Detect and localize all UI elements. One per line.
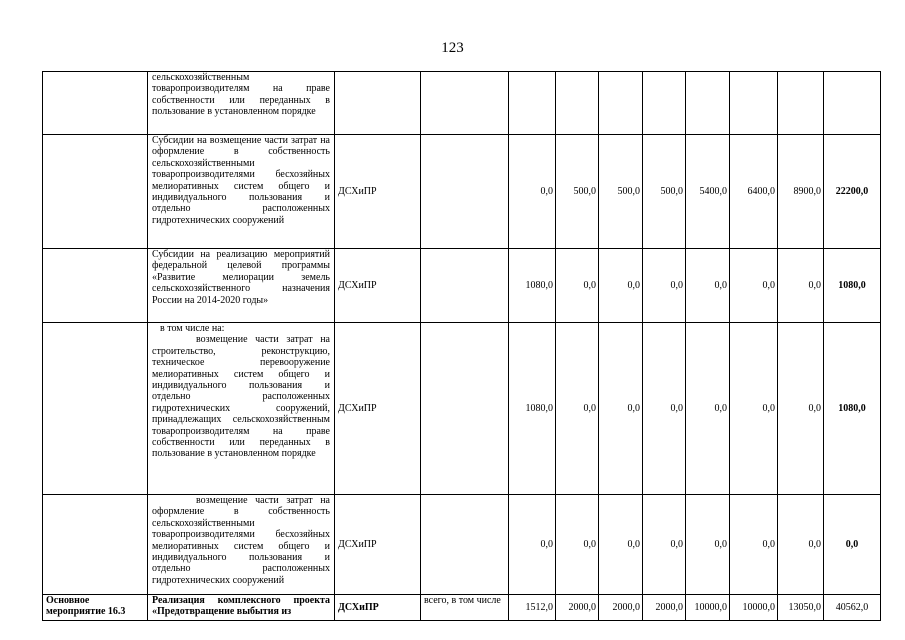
table-row	[43, 595, 881, 621]
value-cell: 6400,0	[730, 135, 778, 249]
label-cell	[43, 323, 148, 495]
total-cell: 40562,0	[824, 595, 881, 621]
label-cell	[43, 249, 148, 323]
description-text: возмещение части затрат на оформление в собственность сельскохозяйственными товаропроизводителями бесхозяйных мелиоративных систем общего и индивидуального пользования и отдельно расположенных гидротехнических сооружений	[152, 495, 330, 586]
value-cell: 2000,0	[599, 595, 643, 621]
value-cell: 0,0	[686, 249, 730, 323]
total-cell: 1080,0	[824, 323, 881, 495]
total-cell: 1080,0	[824, 249, 881, 323]
value-cell: 500,0	[643, 135, 686, 249]
total-cell: 0,0	[824, 495, 881, 595]
value-cell: 0,0	[643, 249, 686, 323]
label-cell: Основное мероприятие 16.3	[43, 595, 148, 621]
description-lead: в том числе на:	[160, 323, 225, 334]
value-cell: 0,0	[509, 495, 556, 595]
value-cell: 0,0	[778, 495, 824, 595]
description-cell	[148, 323, 335, 495]
value-cell	[730, 72, 778, 135]
value-cell	[599, 72, 643, 135]
value-cell	[509, 72, 556, 135]
table-row	[43, 495, 881, 595]
value-cell: 0,0	[730, 323, 778, 495]
description-cell: сельскохозяйственным товаропроизводителям на праве собственности или переданных в пользование в установленном порядке	[148, 72, 335, 135]
source-cell	[421, 323, 509, 495]
value-cell: 0,0	[778, 323, 824, 495]
source-cell	[421, 135, 509, 249]
value-cell: 0,0	[643, 495, 686, 595]
description-cell: Субсидии на реализацию мероприятий федеральной целевой программы «Развитие мелиорации земель сельскохозяйственного назначения России на 2014-2020 годы»	[148, 249, 335, 323]
value-cell: 10000,0	[730, 595, 778, 621]
label-cell	[43, 495, 148, 595]
value-cell: 0,0	[599, 495, 643, 595]
program-table	[42, 71, 881, 621]
executor-cell: ДСХиПР	[335, 135, 421, 249]
value-cell: 5400,0	[686, 135, 730, 249]
value-cell: 0,0	[509, 135, 556, 249]
value-cell: 0,0	[730, 249, 778, 323]
value-cell: 1512,0	[509, 595, 556, 621]
value-cell: 2000,0	[643, 595, 686, 621]
table-row	[43, 72, 881, 135]
description-cell	[148, 495, 335, 595]
source-cell: всего, в том числе	[421, 595, 509, 621]
executor-cell	[335, 72, 421, 135]
label-cell	[43, 135, 148, 249]
executor-cell: ДСХиПР	[335, 595, 421, 621]
value-cell: 0,0	[686, 323, 730, 495]
value-cell: 1080,0	[509, 323, 556, 495]
value-cell	[556, 72, 599, 135]
value-cell: 0,0	[556, 323, 599, 495]
executor-cell: ДСХиПР	[335, 495, 421, 595]
value-cell: 0,0	[730, 495, 778, 595]
total-cell	[824, 72, 881, 135]
value-cell	[686, 72, 730, 135]
value-cell: 0,0	[599, 249, 643, 323]
label-cell	[43, 72, 148, 135]
value-cell: 0,0	[556, 249, 599, 323]
table-row	[43, 249, 881, 323]
value-cell: 2000,0	[556, 595, 599, 621]
value-cell: 500,0	[556, 135, 599, 249]
value-cell: 1080,0	[509, 249, 556, 323]
value-cell	[778, 72, 824, 135]
executor-cell: ДСХиПР	[335, 323, 421, 495]
value-cell: 0,0	[599, 323, 643, 495]
value-cell: 0,0	[556, 495, 599, 595]
description-cell: Субсидии на возмещение части затрат на оформление в собственность сельскохозяйственными товаропроизводителями бесхозяйных мелиоративных систем общего и индивидуального пользования и отдельно расположенных гидротехнических сооружений	[148, 135, 335, 249]
source-cell	[421, 72, 509, 135]
value-cell: 500,0	[599, 135, 643, 249]
executor-cell: ДСХиПР	[335, 249, 421, 323]
description-text: возмещение части затрат на строительство, реконструкцию, техническое перевооружение мелиоративных систем общего и индивидуального пользования и отдельно расположенных гидротехнических сооружений, принадлежащих сельскохозяйственным товаропроизводителям на праве собственности или переданных в пользование в установленном порядке	[152, 334, 330, 460]
value-cell: 10000,0	[686, 595, 730, 621]
total-cell: 22200,0	[824, 135, 881, 249]
value-cell: 13050,0	[778, 595, 824, 621]
description-cell: Реализация комплексного проекта «Предотвращение выбытия из	[148, 595, 335, 621]
value-cell	[643, 72, 686, 135]
value-cell: 8900,0	[778, 135, 824, 249]
value-cell: 0,0	[778, 249, 824, 323]
source-cell	[421, 495, 509, 595]
value-cell: 0,0	[643, 323, 686, 495]
source-cell	[421, 249, 509, 323]
table-row	[43, 323, 881, 495]
table-row	[43, 135, 881, 249]
value-cell: 0,0	[686, 495, 730, 595]
page-number: 123	[441, 40, 464, 56]
